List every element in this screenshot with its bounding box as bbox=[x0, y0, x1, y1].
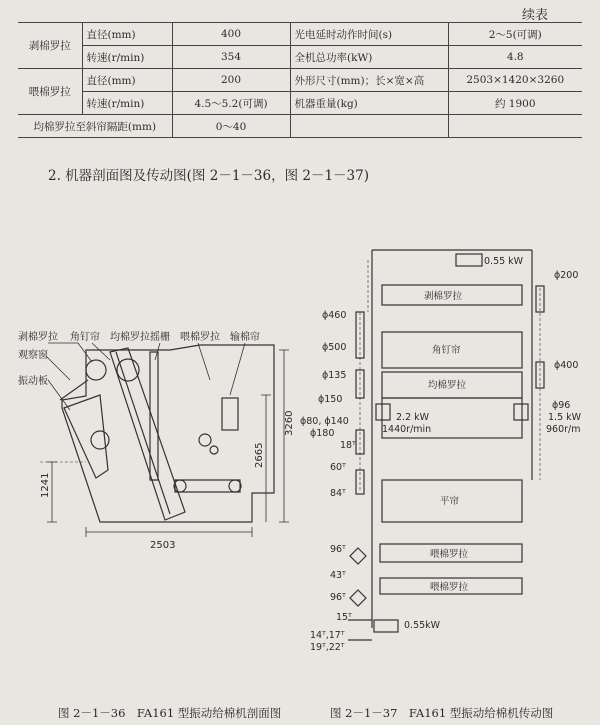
figure-37-caption: 图 2－1－37 FA161 型振动给棉机传动图 bbox=[330, 706, 554, 720]
leader-line bbox=[198, 343, 210, 380]
output-roller-right bbox=[229, 480, 241, 492]
top-motor bbox=[456, 254, 482, 266]
param-cell: 全机总功率(kW) bbox=[290, 46, 448, 69]
left-label: 19ᵀ,22ᵀ bbox=[310, 642, 345, 653]
part-stripping-roller: 剥棉罗拉 bbox=[424, 291, 463, 302]
motor-left-power: 2.2 kW bbox=[396, 412, 430, 423]
dim-mid: 2665 bbox=[254, 442, 265, 468]
leader-line bbox=[46, 356, 70, 380]
bottom-motor bbox=[374, 620, 398, 632]
gear-96b-diamond bbox=[350, 590, 366, 606]
motor-left-speed: 1440r/min bbox=[382, 424, 432, 435]
leader-line bbox=[92, 343, 110, 360]
part-feed-roller-1: 喂棉罗拉 bbox=[430, 549, 469, 560]
right-label: ϕ200 bbox=[554, 270, 579, 281]
left-label: ϕ460 bbox=[322, 310, 347, 321]
left-label: 18ᵀ bbox=[340, 440, 356, 451]
section-heading: 2. 机器剖面图及传动图(图 2－1－36，图 2－1－37) bbox=[48, 168, 370, 184]
group-cell: 剥棉罗拉 bbox=[18, 23, 82, 69]
left-label: ϕ150 bbox=[318, 394, 343, 405]
label-feed-roller: 喂棉罗拉 bbox=[180, 332, 220, 343]
feed-roller-shape bbox=[91, 431, 109, 449]
value-cell: 0～40 bbox=[172, 115, 290, 138]
dim-low: 1241 bbox=[40, 472, 51, 498]
value-cell: 200 bbox=[172, 69, 290, 92]
observation-window bbox=[222, 398, 238, 430]
left-label: 96ᵀ bbox=[330, 592, 346, 603]
part-flat-lattice: 平帘 bbox=[440, 496, 460, 507]
param-cell: 机器重量(kg) bbox=[290, 92, 448, 115]
label-window: 观察窗 bbox=[18, 350, 48, 361]
label-stripping-roller: 剥棉罗拉 bbox=[18, 332, 58, 343]
label-vibrating-plate: 振动板 bbox=[18, 376, 48, 387]
left-label: ϕ135 bbox=[322, 370, 347, 381]
left-label: ϕ80, ϕ140 bbox=[300, 416, 349, 427]
spiked-lattice-shape bbox=[110, 348, 185, 520]
value-cell: 4.5～5.2(可调) bbox=[172, 92, 290, 115]
dim-width: 2503 bbox=[150, 540, 176, 551]
value-cell: 2～5(可调) bbox=[448, 23, 582, 46]
vibrating-plate-shape bbox=[64, 395, 108, 478]
dim-height: 3260 bbox=[284, 410, 295, 436]
value-cell: 2503×1420×3260 bbox=[448, 69, 582, 92]
motor-bottom-label: 0.55kW bbox=[404, 620, 441, 631]
group-cell: 喂棉罗拉 bbox=[18, 69, 82, 115]
worm-gear-lines bbox=[348, 620, 372, 640]
value-cell: 约 1900 bbox=[448, 92, 582, 115]
group-cell: 均棉罗拉至斜帘隔距(mm) bbox=[18, 115, 172, 138]
continued-label: 续表 bbox=[522, 8, 549, 23]
motor-right-speed: 960r/m bbox=[546, 424, 581, 435]
label-output-lattice: 输棉帘 bbox=[230, 332, 260, 343]
left-label: 43ᵀ bbox=[330, 570, 346, 581]
left-label: 14ᵀ,17ᵀ bbox=[310, 630, 345, 641]
leader-line bbox=[230, 343, 245, 395]
left-label: ϕ500 bbox=[322, 342, 347, 353]
param-cell: 转速(r/min) bbox=[82, 46, 172, 69]
right-label: ϕ400 bbox=[554, 360, 579, 371]
label-shaker: 摇栅 bbox=[150, 332, 170, 343]
width-dimension bbox=[86, 527, 252, 537]
param-cell: 直径(mm) bbox=[82, 69, 172, 92]
figure-36-labels bbox=[18, 330, 295, 551]
left-label: 96ᵀ bbox=[330, 544, 346, 555]
label-evener-roller: 均棉罗拉 bbox=[110, 332, 150, 343]
value-cell: 400 bbox=[172, 23, 290, 46]
param-cell: 转速(r/min) bbox=[82, 92, 172, 115]
param-cell: 直径(mm) bbox=[82, 23, 172, 46]
window-line bbox=[60, 380, 88, 400]
lattice-belt-line bbox=[116, 352, 170, 514]
small-roller bbox=[199, 434, 211, 446]
part-evener-roller: 均棉罗拉 bbox=[428, 380, 467, 391]
motor-right-power: 1.5 kW bbox=[548, 412, 582, 423]
left-motor bbox=[376, 404, 390, 420]
part-spiked-lattice: 角钉帘 bbox=[432, 345, 461, 356]
left-label: 84ᵀ bbox=[330, 488, 346, 499]
right-motor bbox=[514, 404, 528, 420]
figure-36-caption: 图 2－1－36 FA161 型振动给棉机剖面图 bbox=[58, 706, 282, 720]
stripping-roller-shape bbox=[86, 360, 106, 380]
value-cell: 4.8 bbox=[448, 46, 582, 69]
small-roller-2 bbox=[210, 446, 218, 454]
left-label: 15ᵀ bbox=[336, 612, 352, 623]
value-cell: 354 bbox=[172, 46, 290, 69]
gear-96-diamond bbox=[350, 548, 366, 564]
figure-36 bbox=[40, 343, 289, 537]
param-cell: 光电延时动作时间(s) bbox=[290, 23, 448, 46]
motor-top-label: 0.55 kW bbox=[484, 256, 524, 267]
label-spiked-lattice: 角钉帘 bbox=[70, 332, 100, 343]
param-cell: 外形尺寸(mm)；长×宽×高 bbox=[290, 69, 448, 92]
part-feed-roller-2: 喂棉罗拉 bbox=[430, 582, 469, 593]
left-label: 60ᵀ bbox=[330, 462, 346, 473]
left-label: ϕ180 bbox=[310, 428, 335, 439]
right-label: ϕ96 bbox=[552, 400, 571, 411]
